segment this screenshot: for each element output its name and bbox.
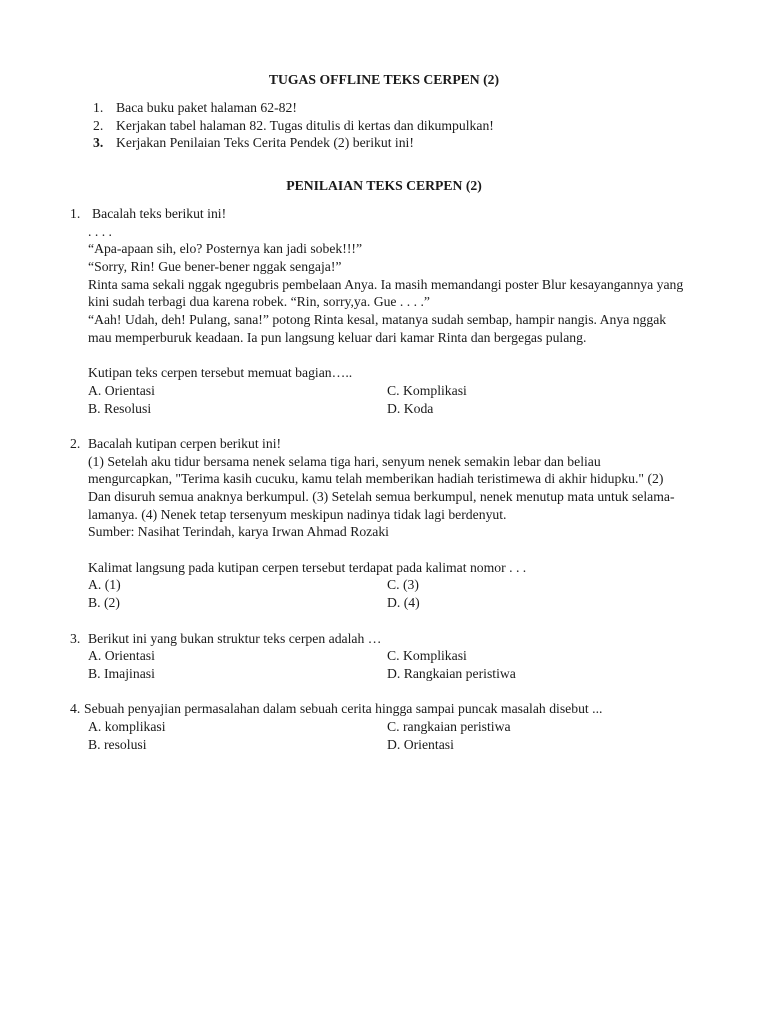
question-1	[0, 205, 768, 417]
passage-line: “Apa-apaan sih, elo? Posternya kan jadi sobek!!!”	[88, 241, 363, 257]
instruction-item	[0, 117, 768, 135]
option-c: C. (3)	[387, 577, 419, 593]
question-text: Kutipan teks cerpen tersebut memuat bagian…..	[88, 365, 353, 381]
question-text: Kalimat langsung pada kutipan cerpen tersebut terdapat pada kalimat nomor . . .	[88, 559, 527, 575]
question-prompt: Bacalah teks berikut ini!	[92, 206, 227, 221]
option-c: C. Komplikasi	[387, 382, 467, 398]
instruction-list	[0, 99, 768, 152]
passage-line: mau memperburuk keadaan. Ia pun langsung keluar dari kamar Rinta dan bergegas pulang.	[88, 329, 587, 345]
passage-line: “Aah! Udah, deh! Pulang, sana!” potong Rinta kesal, matanya sudah sembap, hampir nangis. Anya nggak	[88, 312, 667, 328]
instruction-item	[0, 134, 768, 152]
option-a: A. (1)	[88, 577, 121, 593]
options-row	[0, 647, 768, 665]
question-prompt: Bacalah kutipan cerpen berikut ini!	[88, 435, 282, 451]
question-list	[0, 205, 768, 753]
question-prompt: Berikut ini yang bukan struktur teks cerpen adalah …	[88, 630, 382, 646]
spacer	[0, 541, 768, 559]
instruction-text: Kerjakan tabel halaman 82. Tugas ditulis di kertas dan dikumpulkan!	[116, 117, 494, 133]
option-b: B. (2)	[88, 595, 120, 611]
options-row	[0, 576, 768, 594]
options-row	[0, 400, 768, 418]
question-3	[0, 630, 768, 683]
passage-line: (1) Setelah aku tidur bersama nenek selama tiga hari, senyum nenek semakin lebar dan beliau	[88, 453, 601, 469]
question-header	[0, 205, 768, 223]
passage-line: “Sorry, Rin! Gue bener-bener nggak sengaja!”	[88, 259, 342, 275]
option-d: D. Orientasi	[387, 736, 454, 752]
passage-line: Rinta sama sekali nggak ngegubris pembelaan Anya. Ia masih memandangi poster Blur kesayangannya yang	[88, 276, 684, 292]
question-number: 3.	[70, 630, 81, 646]
instruction-text: Baca buku paket halaman 62-82!	[116, 100, 297, 115]
option-d: D. Rangkaian peristiwa	[387, 665, 516, 681]
option-b: B. Imajinasi	[88, 665, 155, 681]
option-d: D. (4)	[387, 595, 420, 611]
option-a: A. Orientasi	[88, 648, 155, 664]
options-row	[0, 718, 768, 736]
passage-line: . . . .	[88, 223, 112, 239]
passage-line: mengurcapkan, "Terima kasih cucuku, kamu telah memberikan hadiah teristimewa di akhir hidupku." (2)	[88, 471, 664, 487]
option-a: A. komplikasi	[88, 718, 166, 734]
option-b: B. Resolusi	[88, 400, 152, 416]
question-4	[0, 700, 768, 753]
document-title: TUGAS OFFLINE TEKS CERPEN (2)	[268, 72, 500, 87]
instruction-number: 2.	[93, 117, 104, 133]
options-row	[0, 594, 768, 612]
passage-source: Sumber: Nasihat Terindah, karya Irwan Ahmad Rozaki	[88, 524, 389, 540]
question-prompt: Sebuah penyajian permasalahan dalam sebuah cerita hingga sampai puncak masalah disebut ...	[84, 701, 603, 717]
options-row	[0, 665, 768, 683]
option-b: B. resolusi	[88, 736, 147, 752]
question-header	[0, 630, 768, 648]
passage-line: Dan disuruh semua anaknya berkumpul. (3) Setelah semua berkumpul, nenek menutup mata untuk selama-	[88, 489, 675, 504]
question-number: 1.	[70, 206, 81, 221]
instruction-number: 1.	[93, 100, 104, 115]
options-row	[0, 736, 768, 754]
option-c: C. rangkaian peristiwa	[387, 718, 511, 734]
option-a: A. Orientasi	[88, 382, 155, 398]
question-header	[0, 700, 768, 718]
question-number: 2.	[70, 435, 81, 451]
instruction-number: 3.	[93, 135, 104, 150]
spacer	[0, 347, 768, 365]
instruction-text: Kerjakan Penilaian Teks Cerita Pendek (2) berikut ini!	[116, 135, 414, 150]
section-title: PENILAIAN TEKS CERPEN (2)	[286, 178, 482, 193]
passage-line: kini sudah terbagi dua karena robek. “Rin, sorry,ya. Gue . . . .”	[88, 294, 430, 310]
question-2	[0, 435, 768, 612]
question-number: 4.	[70, 701, 81, 717]
option-d: D. Koda	[387, 400, 434, 416]
option-c: C. Komplikasi	[387, 648, 467, 664]
passage-line: lamanya. (4) Nenek tetap tersenyum meskipun nadinya tidak lagi berdenyut.	[88, 506, 507, 522]
question-header	[0, 435, 768, 453]
options-row	[0, 382, 768, 400]
instruction-item	[0, 99, 768, 117]
